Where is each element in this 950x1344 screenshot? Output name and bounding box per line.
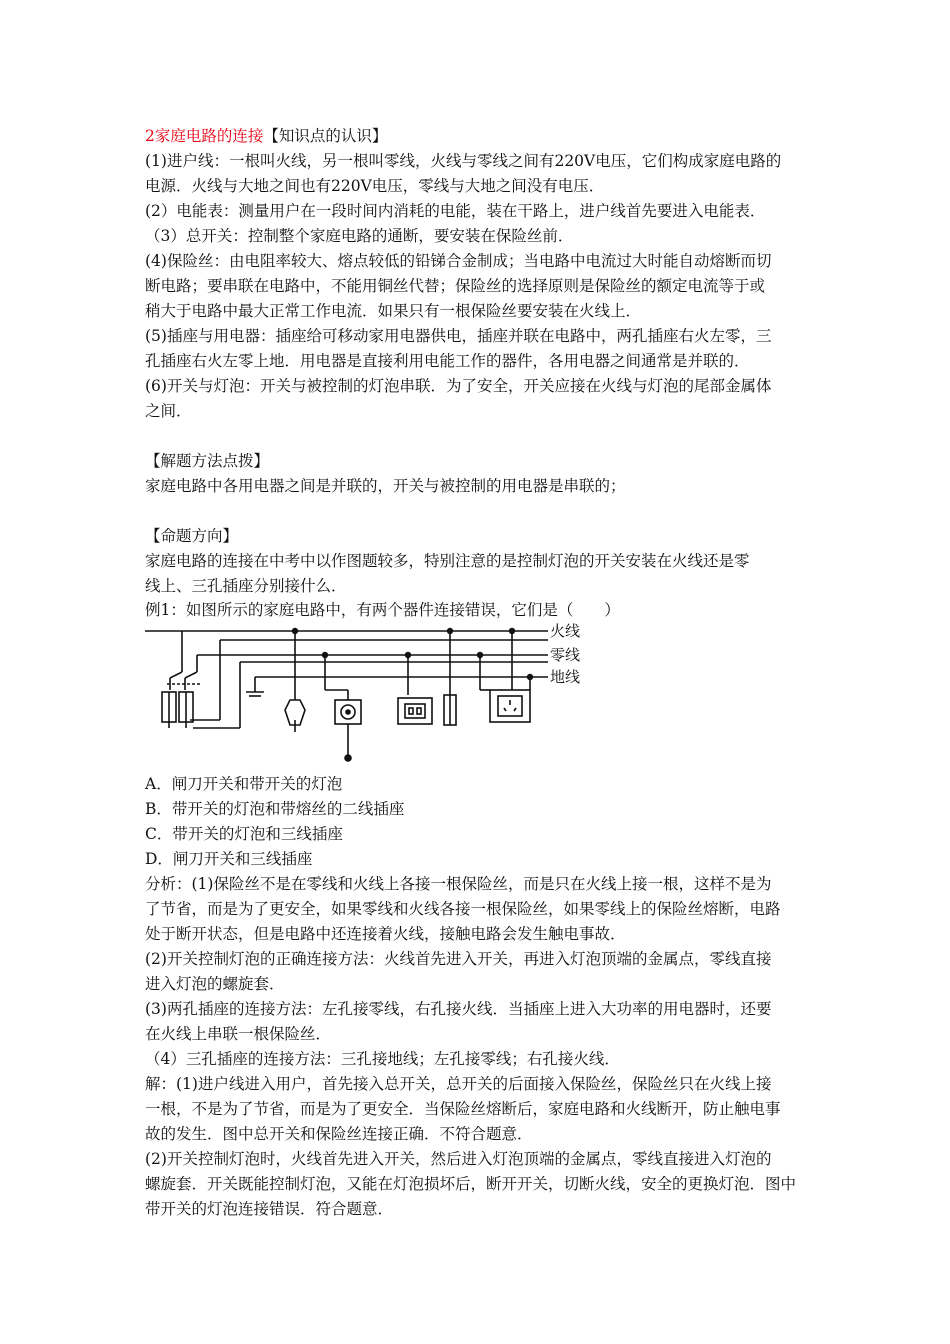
circuit-diagram xyxy=(140,620,600,770)
socket-hole xyxy=(514,708,516,711)
solution-line: (2)开关控制灯泡时，火线首先进入开关，然后进入灯泡顶端的金属点，零线直接进入灯泡的 xyxy=(145,1150,772,1168)
two-hole-socket-face xyxy=(405,704,425,718)
live-wire-label: 火线 xyxy=(550,622,581,640)
analysis-line: 分析：(1)保险丝不是在零线和火线上各接一根保险丝，而是只在火线上接一根，这样不是为 xyxy=(145,875,772,893)
knife-switch-blade xyxy=(170,672,182,678)
section-title xyxy=(145,126,387,146)
lamp-switch-dot xyxy=(346,710,350,714)
analysis-line: （4）三孔插座的连接方法：三孔接地线；左孔接零线；右孔接火线． xyxy=(145,1050,620,1068)
option-b: B．带开关的灯泡和带熔丝的二线插座 xyxy=(145,800,405,818)
solution-line: 带开关的灯泡连接错误．符合题意． xyxy=(145,1200,394,1218)
section-title-red: 2家庭电路的连接 xyxy=(145,127,264,145)
analysis-line: 在火线上串联一根保险丝． xyxy=(145,1025,332,1043)
knowledge-line: 稍大于电路中最大正常工作电流．如果只有一根保险丝要安装在火线上． xyxy=(145,302,642,320)
solution-line: 故的发生．图中总开关和保险丝连接正确．不符合题意． xyxy=(145,1125,533,1143)
knowledge-line: 孔插座右火左零上地．用电器是直接利用电能工作的器件，各用电器之间通常是并联的． xyxy=(145,352,750,370)
direction-line: 家庭电路的连接在中考中以作图题较多，特别注意的是控制灯泡的开关安装在火线还是零 xyxy=(145,552,750,570)
knife-switch-blade xyxy=(185,672,197,678)
knowledge-line: (5)插座与用电器：插座给可移动家用电器供电，插座并联在电路中，两孔插座右火左零，三 xyxy=(145,327,772,345)
junction-dot xyxy=(509,628,515,634)
knowledge-line: （3）总开关：控制整个家庭电路的通断，要安装在保险丝前． xyxy=(145,227,574,245)
analysis-line: 了节省，而是为了更安全，如果零线和火线各接一根保险丝，如果零线上的保险丝熔断，电路 xyxy=(145,900,781,918)
junction-dot xyxy=(477,652,483,658)
solution-line: 一根，不是为了节省，而是为了更安全．当保险丝熔断后，家庭电路和火线断开，防止触电事 xyxy=(145,1100,781,1118)
knowledge-line: (4)保险丝：由电阻率较大、熔点较低的铅锑合金制成；当电路中电流过大时能自动熔断而切 xyxy=(145,252,772,270)
ground-wire-label: 地线 xyxy=(550,668,581,686)
analysis-line: (3)两孔插座的连接方法：左孔接零线，右孔接火线．当插座上进入大功率的用电器时，还要 xyxy=(145,1000,772,1018)
analysis-line: 处于断开状态，但是电路中还连接着火线，接触电路会发生触电事故． xyxy=(145,925,626,943)
solution-line: 解：(1)进户线进入用户，首先接入总开关，总开关的后面接入保险丝，保险丝只在火线上接 xyxy=(145,1075,772,1093)
junction-dot xyxy=(527,674,533,680)
junction-dot xyxy=(447,628,453,634)
option-a: A．闸刀开关和带开关的灯泡 xyxy=(145,775,343,793)
circuit-diagram-svg xyxy=(140,620,600,770)
direction-line: 线上、三孔插座分别接什么． xyxy=(145,577,347,595)
option-d: D．闸刀开关和三线插座 xyxy=(145,850,313,868)
junction-dot xyxy=(345,755,351,761)
analysis-line: 进入灯泡的螺旋套． xyxy=(145,975,285,993)
analysis-line: (2)开关控制灯泡的正确连接方法：火线首先进入开关，再进入灯泡顶端的金属点，零线直接 xyxy=(145,950,772,968)
knowledge-line: 电源．火线与大地之间也有220V电压，零线与大地之间没有电压． xyxy=(145,177,605,195)
option-c: C．带开关的灯泡和三线插座 xyxy=(145,825,343,843)
knowledge-line: (1)进户线：一根叫火线，另一根叫零线，火线与零线之间有220V电压，它们构成家庭电路的 xyxy=(145,152,782,170)
knowledge-line: 断电路；要串联在电路中，不能用铜丝代替；保险丝的选择原则是保险丝的额定电流等于或 xyxy=(145,277,766,295)
junction-dot xyxy=(292,628,298,634)
three-hole-socket-face xyxy=(498,696,522,716)
method-heading: 【解题方法点拨】 xyxy=(145,452,270,470)
junction-dot xyxy=(322,652,328,658)
socket-hole xyxy=(409,708,413,714)
two-hole-socket xyxy=(398,698,432,724)
knowledge-line: (2）电能表：测量用户在一段时间内消耗的电能，装在干路上，进户线首先要进入电能表． xyxy=(145,202,766,220)
socket-hole xyxy=(504,708,506,711)
direction-heading: 【命题方向】 xyxy=(145,527,239,545)
method-text: 家庭电路中各用电器之间是并联的，开关与被控制的用电器是串联的； xyxy=(145,477,626,495)
knowledge-line: 之间． xyxy=(145,402,192,420)
neutral-wire-label: 零线 xyxy=(550,646,581,664)
knowledge-line: (6)开关与灯泡：开关与被控制的灯泡串联．为了安全，开关应接在火线与灯泡的尾部金属体 xyxy=(145,377,772,395)
junction-dot xyxy=(405,652,411,658)
section-title-suffix: 【知识点的认识】 xyxy=(263,127,388,145)
socket-hole xyxy=(417,708,421,714)
example-question: 例1：如图所示的家庭电路中，有两个器件连接错误，它们是（ ） xyxy=(145,601,620,619)
solution-line: 螺旋套．开关既能控制灯泡，又能在灯泡损坏后，断开开关，切断火线，安全的更换灯泡．图中 xyxy=(145,1175,797,1193)
three-hole-socket xyxy=(490,690,530,722)
